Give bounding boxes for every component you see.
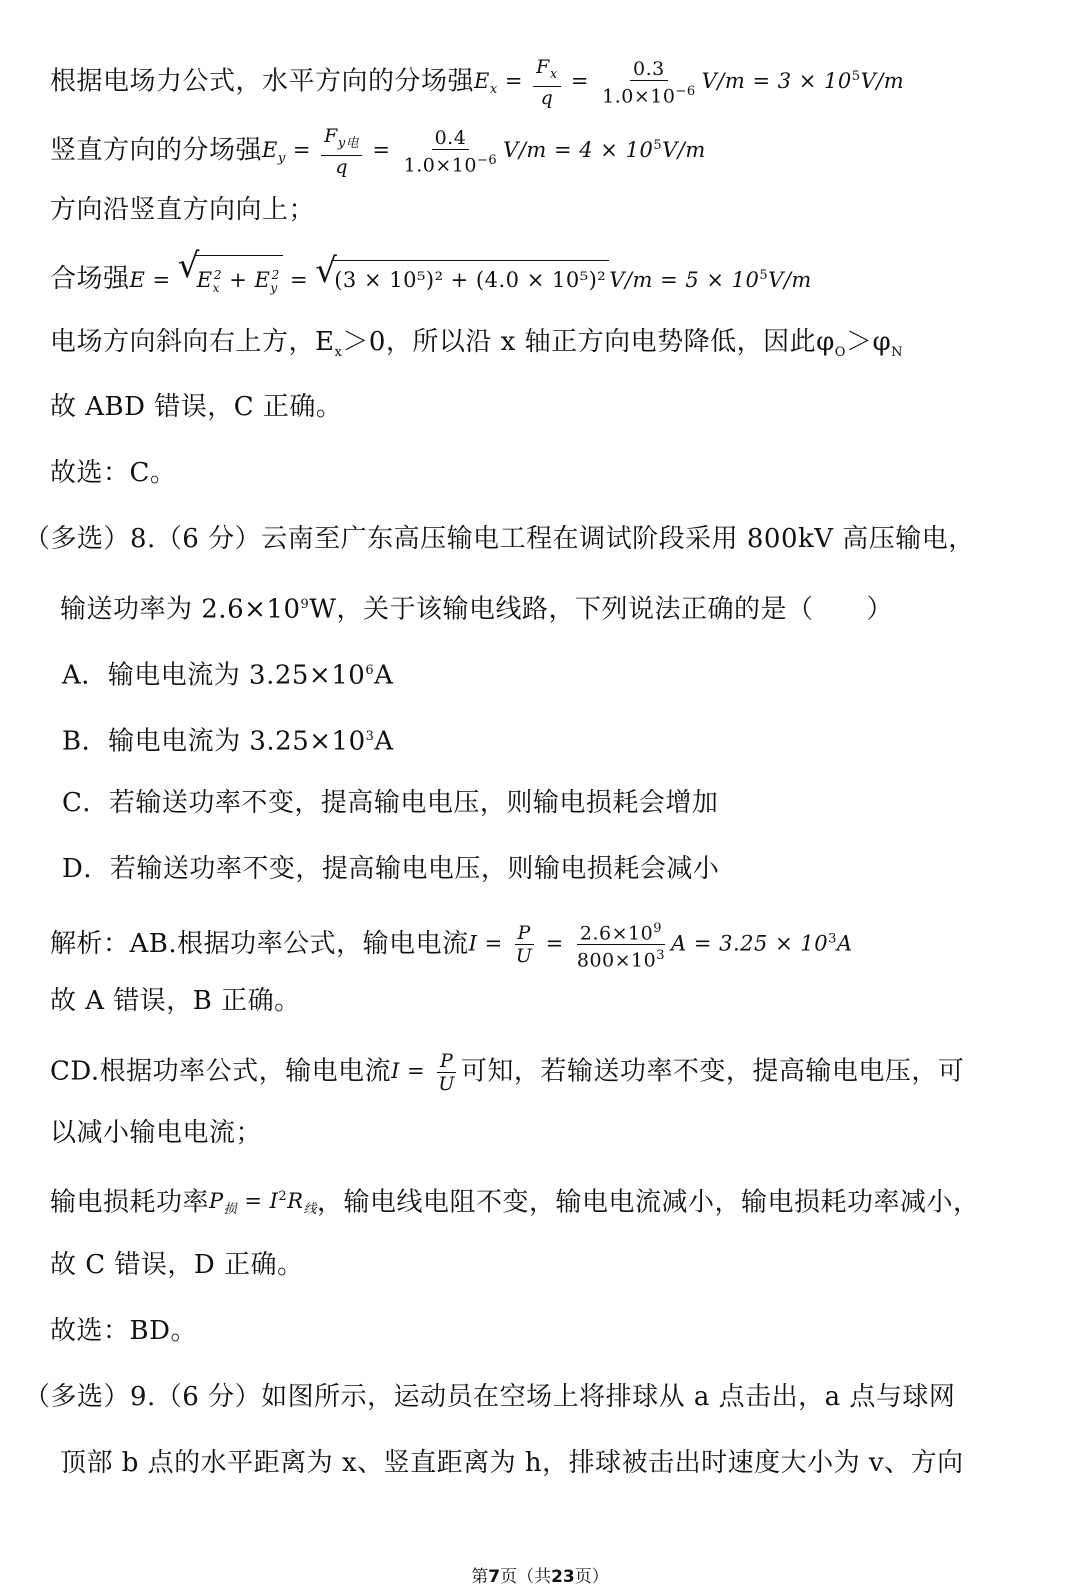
equation-ex: $E_x$ = $\frac{F_x}{q}$ = $\frac{0.3}{1.0\times 10^{-6}}$ $V/m = 3 \times 10^5V/m$ [474,56,905,109]
question-8-line-2: 输送功率为 $2.6\times 10^9W$，关于该输电线路，下列说法正确的是（ ） [60,594,893,625]
solution-answer-7: 故选：C。 [50,458,177,488]
solution-8-answer: 故选：BD。 [50,1316,197,1346]
solution-8-line-5: 输电损耗功率$P_损 = I^2R_线$，输电线电阻不变，输电电流减小，输电损耗功率减小， [50,1187,980,1218]
solution-8-line-4: 以减小输电电流； [50,1118,263,1148]
text: 竖直方向的分场强 [50,135,263,166]
option-a: A．输电电流为 $3.25\times 10^6A$ [62,660,394,691]
solution-line-6: 故 ABD 错误，C 正确。 [50,392,343,422]
solution-8-line-2: 故 A 错误，B 正确。 [50,986,301,1016]
solution-line-2 [50,125,706,178]
option-b: B．输电电流为 $3.25\times 10^3A$ [62,726,394,757]
solution-line-1 [50,56,904,109]
question-8-line-1: （多选）8.（6 分）云南至广东高压输电工程在调试阶段采用 800kV 高压输电， [24,524,975,554]
equation-e-total: E = √ $E_x^2 + E_y^2$ = √ (3 × 10⁵)² + (4.0 × 10⁵)² $V/m = 5 \times 10^5V/m$ [130,255,812,305]
text: 根据电场力公式，水平方向的分场强 [50,66,475,97]
solution-line-3: 方向沿竖直方向向上； [50,195,316,225]
equation-ey: $E_y$ = $\frac{F_{y电}}{q}$ = $\frac{0.4}{1.0\times 10^{-6}}$ $V/m = 4 \times 10^5V/m$ [262,125,706,178]
solution-8-line-1: 解析：AB.根据功率公式，输电电流I = $\frac{P}{U}$ = $\frac{2.6\times 10^9}{800\times 10^3}$ $A = 3.25 \times 10^3A$ [50,918,853,972]
solution-8-line-3: CD.根据功率公式，输电电流I = $\frac{P}{U}$ 可知，若输送功率不变，提高输电电压，可 [50,1050,965,1095]
option-c: C．若输送功率不变，提高输电电压，则输电损耗会增加 [62,788,719,818]
solution-line-4: 合场强E = √ $E_x^2 + E_y^2$ = √ (3 × 10⁵)² + (4.0 × 10⁵)² $V/m = 5 \times 10^5V/m$ [50,255,812,305]
option-d: D．若输送功率不变，提高输电电压，则输电损耗会减小 [62,854,720,884]
solution-line-5: 电场方向斜向右上方，$E_x>0$，所以沿 x 轴正方向电势降低，因此$\varphi_O>\varphi_N$ [50,327,904,361]
solution-8-line-6: 故 C 错误，D 正确。 [50,1250,304,1280]
page-footer: 第7页（共23页） [471,1567,609,1587]
question-9-line-2: 顶部 b 点的水平距离为 x、竖直距离为 h，排球被击出时速度大小为 v、方向 [60,1448,964,1478]
equation-current: I = $\frac{P}{U}$ = $\frac{2.6\times 10^9}{800\times 10^3}$ $A = 3.25 \times 10^3A$ [469,918,853,972]
question-9-line-1: （多选）9.（6 分）如图所示，运动员在空场上将排球从 a 点击出，a 点与球网 [24,1382,956,1412]
